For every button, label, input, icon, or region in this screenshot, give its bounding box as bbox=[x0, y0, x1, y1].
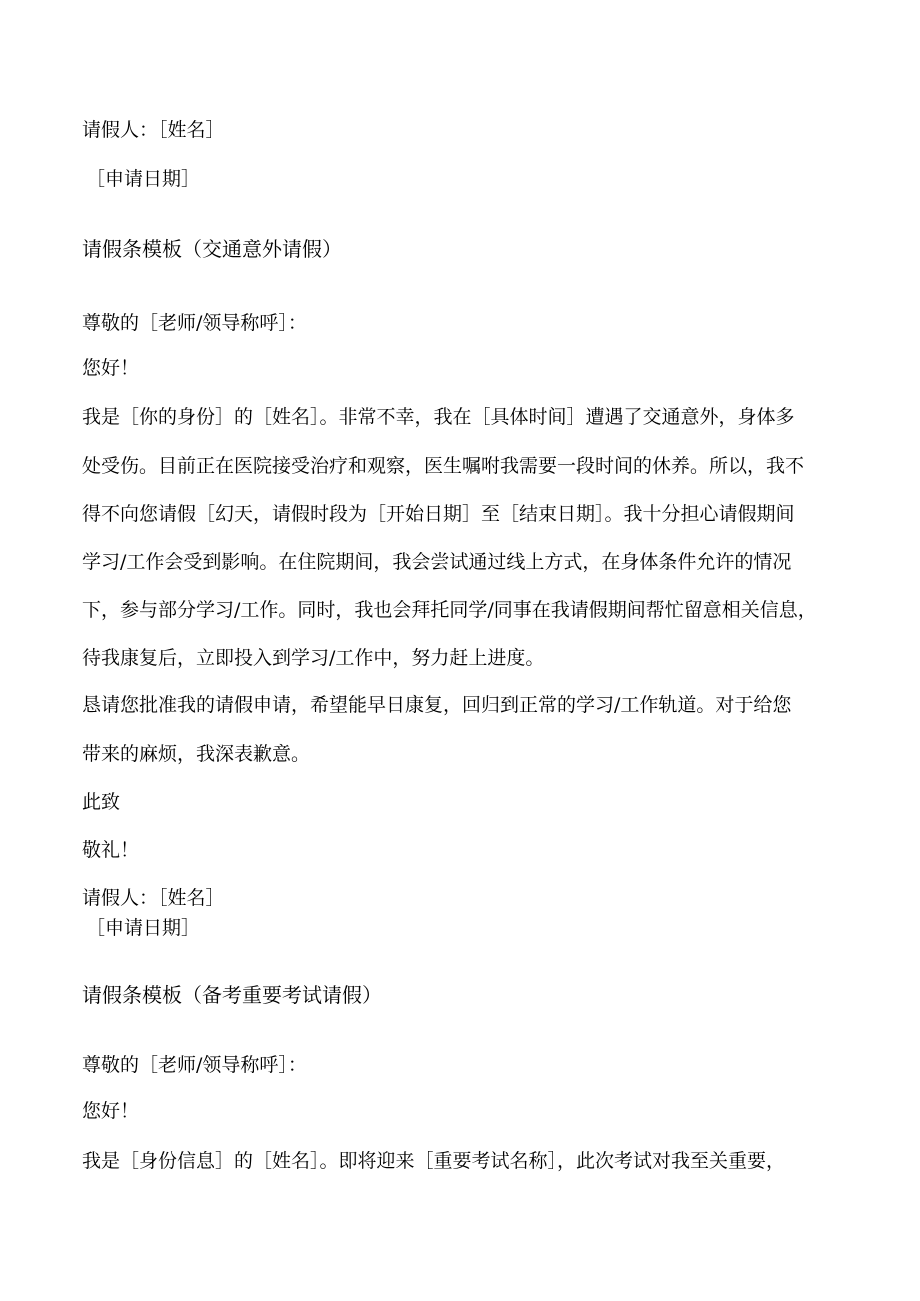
section-title-traffic: 请假条模板（交通意外请假） bbox=[82, 237, 342, 261]
closing-line: 此致 bbox=[82, 791, 121, 813]
body-line: 下，参与部分学习/工作。同时，我也会拜托同学/同事在我请假期间帮忙留意相关信息， bbox=[82, 599, 817, 621]
requester-signature: 请假人：［姓名］ bbox=[82, 887, 225, 909]
body-line: 处受伤。目前正在医院接受治疗和观察，医生嘱咐我需要一段时间的休养。所以，我不 bbox=[82, 455, 805, 477]
request-line: 恳请您批准我的请假申请，希望能早日康复，回归到正常的学习/工作轨道。对于给您 bbox=[82, 694, 792, 716]
application-date: ［申请日期］ bbox=[86, 917, 201, 939]
application-date: ［申请日期］ bbox=[86, 168, 201, 190]
requester-signature: 请假人：［姓名］ bbox=[82, 119, 225, 141]
request-line: 带来的麻烦，我深表歉意。 bbox=[82, 743, 311, 765]
body-line: 学习/工作会受到影响。在住院期间，我会尝试通过线上方式，在身体条件允许的情况 bbox=[82, 551, 792, 573]
greeting: 您好！ bbox=[82, 1100, 140, 1122]
body-line: 我是［你的身份］的［姓名］。非常不幸，我在［具体时间］遭遇了交通意外，身体多 bbox=[82, 406, 795, 428]
salutation: 尊敬的［老师/领导称呼］： bbox=[82, 1054, 307, 1076]
body-line: 我是［身份信息］的［姓名］。即将迎来［重要考试名称］，此次考试对我至关重要， bbox=[82, 1150, 786, 1172]
closing-line: 敬礼！ bbox=[82, 839, 140, 861]
salutation: 尊敬的［老师/领导称呼］： bbox=[82, 312, 307, 334]
body-line: 待我康复后，立即投入到学习/工作中，努力赶上进度。 bbox=[82, 647, 545, 669]
section-title-exam: 请假条模板（备考重要考试请假） bbox=[82, 983, 382, 1007]
body-line: 得不向您请假［幻天，请假时段为［开始日期］至［结束日期］。我十分担心请假期间 bbox=[82, 503, 795, 525]
greeting: 您好！ bbox=[82, 357, 140, 379]
